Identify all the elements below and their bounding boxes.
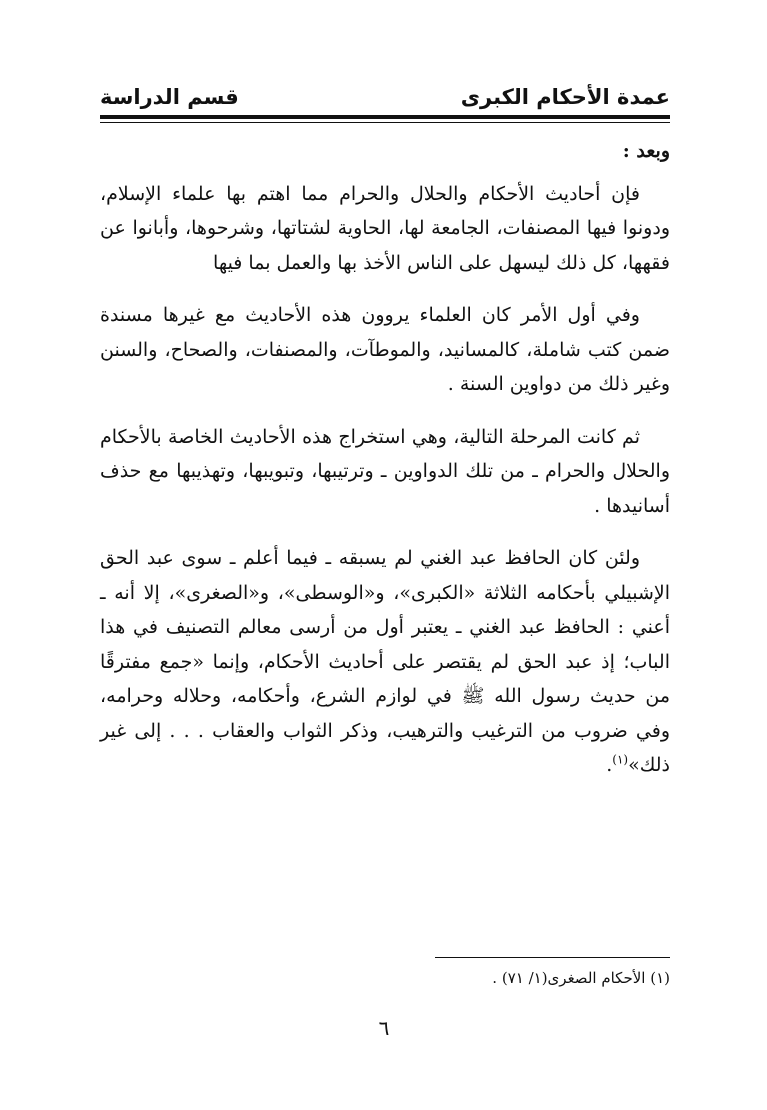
paragraph-4 (100, 541, 670, 783)
header-rule-thick (100, 115, 670, 119)
page-number: ٦ (378, 1016, 390, 1040)
header-rule-thin (100, 122, 670, 123)
page-header (100, 82, 670, 118)
paragraph-1: فإن أحاديث الأحكام والحلال والحرام مما اهتم بها علماء الإسلام، ودونوا فيها المصنفات، الجامعة لها، الحاوية لشتاتها، وشرحوها، وأبانوا عن فقهها، كل ذلك ليسهل على الناس الأخذ بها والعمل بما فيها (100, 182, 670, 274)
paragraph-3: ثم كانت المرحلة التالية، وهي استخراج هذه الأحاديث الخاصة بالأحكام والحلال والحرام ـ من تلك الدواوين ـ وترتيبها، وتبويبها، وتهذيبها مع حذف أسانيدها . (100, 425, 670, 517)
footnote-marker: (١) (612, 752, 629, 767)
section-title: قسم الدراسة (100, 85, 239, 109)
footnote-separator (435, 957, 670, 958)
body-text (100, 134, 670, 801)
intro-line: وبعد : (622, 140, 670, 162)
footnote: (١) الأحكام الصغرى(١/ ٧١) . (492, 969, 670, 987)
paragraph-2: وفي أول الأمر كان العلماء يروون هذه الأحاديث مع غيرها مسندة ضمن كتب شاملة، كالمسانيد، والموطآت، والمصنفات، والصحاح، والسنن وغير ذلك من دواوين السنة . (100, 304, 670, 395)
paragraph-4-end: . (606, 754, 613, 776)
paragraph-4-text: ولئن كان الحافظ عبد الغني لم يسبقه ـ فيما أعلم ـ سوى عبد الحق الإشبيلي بأحكامه الثلاثة «الكبرى»، و«الوسطى»، و«الصغرى»، إلا أنه ـ أعني : الحافظ عبد الغني ـ يعتبر أول من أرسى معالم التصنيف في هذا الباب؛ إذ عبد الحق لم يقتصر على أحاديث الأحكام، وإنما «جمع مفترقًا من حديث رسول الله ﷺ في لوازم الشرع، وأحكامه، وحلاله وحرامه، وفي ضروب من الترغيب والترهيب، وذكر الثواب والعقاب . . . إلى غير ذلك» (100, 547, 670, 776)
book-title: عمدة الأحكام الكبرى (460, 85, 670, 109)
